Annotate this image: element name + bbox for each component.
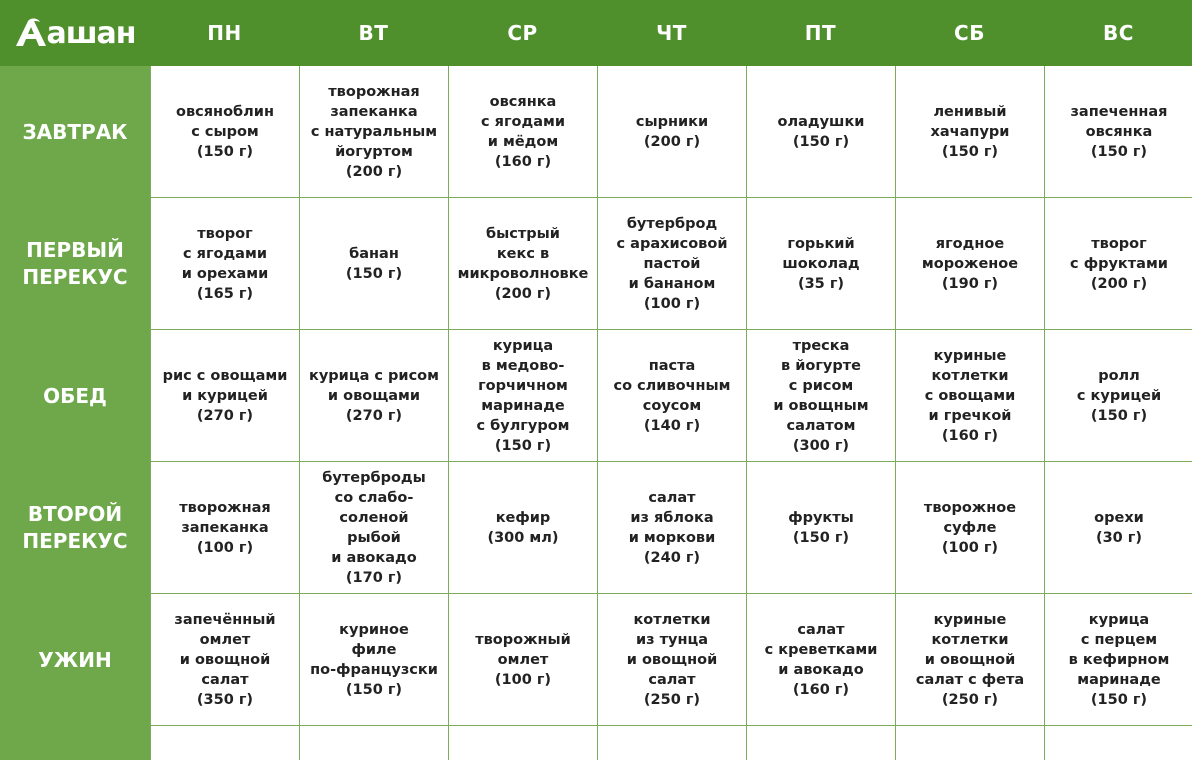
meal-cell: орехи (30 г)	[1044, 462, 1192, 594]
meal-cell: бутерброд с арахисовой пастой и бананом (100 г)	[597, 198, 746, 330]
meal-cell: овсяноблин с сыром (150 г)	[150, 66, 299, 198]
day-header: ПТ	[746, 0, 895, 66]
empty-cell	[895, 726, 1044, 760]
meal-row-label: ВТОРОЙ ПЕРЕКУС	[0, 462, 150, 594]
meal-cell: ленивый хачапури (150 г)	[895, 66, 1044, 198]
meal-row-label: ОБЕД	[0, 330, 150, 462]
meal-cell: куриные котлетки и овощной салат с фета (250 г)	[895, 594, 1044, 726]
meal-cell: бутерброды со слабо- соленой рыбой и авокадо (170 г)	[299, 462, 448, 594]
brand-logo	[0, 0, 150, 66]
meal-row-label: УЖИН	[0, 594, 150, 726]
meal-cell: запеченная овсянка (150 г)	[1044, 66, 1192, 198]
meal-cell: творожное суфле (100 г)	[895, 462, 1044, 594]
meal-row-label: ПЕРВЫЙ ПЕРЕКУС	[0, 198, 150, 330]
empty-cell	[448, 726, 597, 760]
meal-cell: творог с ягодами и орехами (165 г)	[150, 198, 299, 330]
meal-cell: овсянка с ягодами и мёдом (160 г)	[448, 66, 597, 198]
meal-cell: фрукты (150 г)	[746, 462, 895, 594]
meal-cell: курица с рисом и овощами (270 г)	[299, 330, 448, 462]
meal-cell: творожная запеканка с натуральным йогуртом (200 г)	[299, 66, 448, 198]
meal-cell: ролл с курицей (150 г)	[1044, 330, 1192, 462]
day-header: ЧТ	[597, 0, 746, 66]
meal-cell: курица с перцем в кефирном маринаде (150 г)	[1044, 594, 1192, 726]
meal-cell: куриные котлетки с овощами и гречкой (160 г)	[895, 330, 1044, 462]
meal-cell: горький шоколад (35 г)	[746, 198, 895, 330]
empty-cell	[299, 726, 448, 760]
day-header: ВС	[1044, 0, 1192, 66]
meal-cell: треска в йогурте с рисом и овощным салатом (300 г)	[746, 330, 895, 462]
day-header: СБ	[895, 0, 1044, 66]
meal-cell: оладушки (150 г)	[746, 66, 895, 198]
meal-cell: творожная запеканка (100 г)	[150, 462, 299, 594]
meal-cell: запечённый омлет и овощной салат (350 г)	[150, 594, 299, 726]
day-header: ПН	[150, 0, 299, 66]
day-header: СР	[448, 0, 597, 66]
meal-cell: курица в медово- горчичном маринаде с булгуром (150 г)	[448, 330, 597, 462]
meal-cell: быстрый кекс в микроволновке (200 г)	[448, 198, 597, 330]
meal-cell: салат из яблока и моркови (240 г)	[597, 462, 746, 594]
meal-cell: котлетки из тунца и овощной салат (250 г)	[597, 594, 746, 726]
empty-cell	[746, 726, 895, 760]
meal-cell: кефир (300 мл)	[448, 462, 597, 594]
meal-cell: банан (150 г)	[299, 198, 448, 330]
auchan-logo	[14, 16, 135, 51]
meal-cell: паста со сливочным соусом (140 г)	[597, 330, 746, 462]
meal-cell: сырники (200 г)	[597, 66, 746, 198]
meal-cell: ягодное мороженое (190 г)	[895, 198, 1044, 330]
meal-row-label: ЗАВТРАК	[0, 66, 150, 198]
meal-cell: творог с фруктами (200 г)	[1044, 198, 1192, 330]
day-header: ВТ	[299, 0, 448, 66]
bird-icon	[14, 18, 48, 48]
meal-cell: творожный омлет (100 г)	[448, 594, 597, 726]
meal-cell: куриное филе по-французски (150 г)	[299, 594, 448, 726]
meal-cell: рис с овощами и курицей (270 г)	[150, 330, 299, 462]
empty-cell	[597, 726, 746, 760]
logo-text: ашан	[46, 15, 136, 51]
meal-cell: салат с креветками и авокадо (160 г)	[746, 594, 895, 726]
empty-cell	[150, 726, 299, 760]
empty-cell	[1044, 726, 1192, 760]
table-footer-strip	[0, 726, 150, 760]
